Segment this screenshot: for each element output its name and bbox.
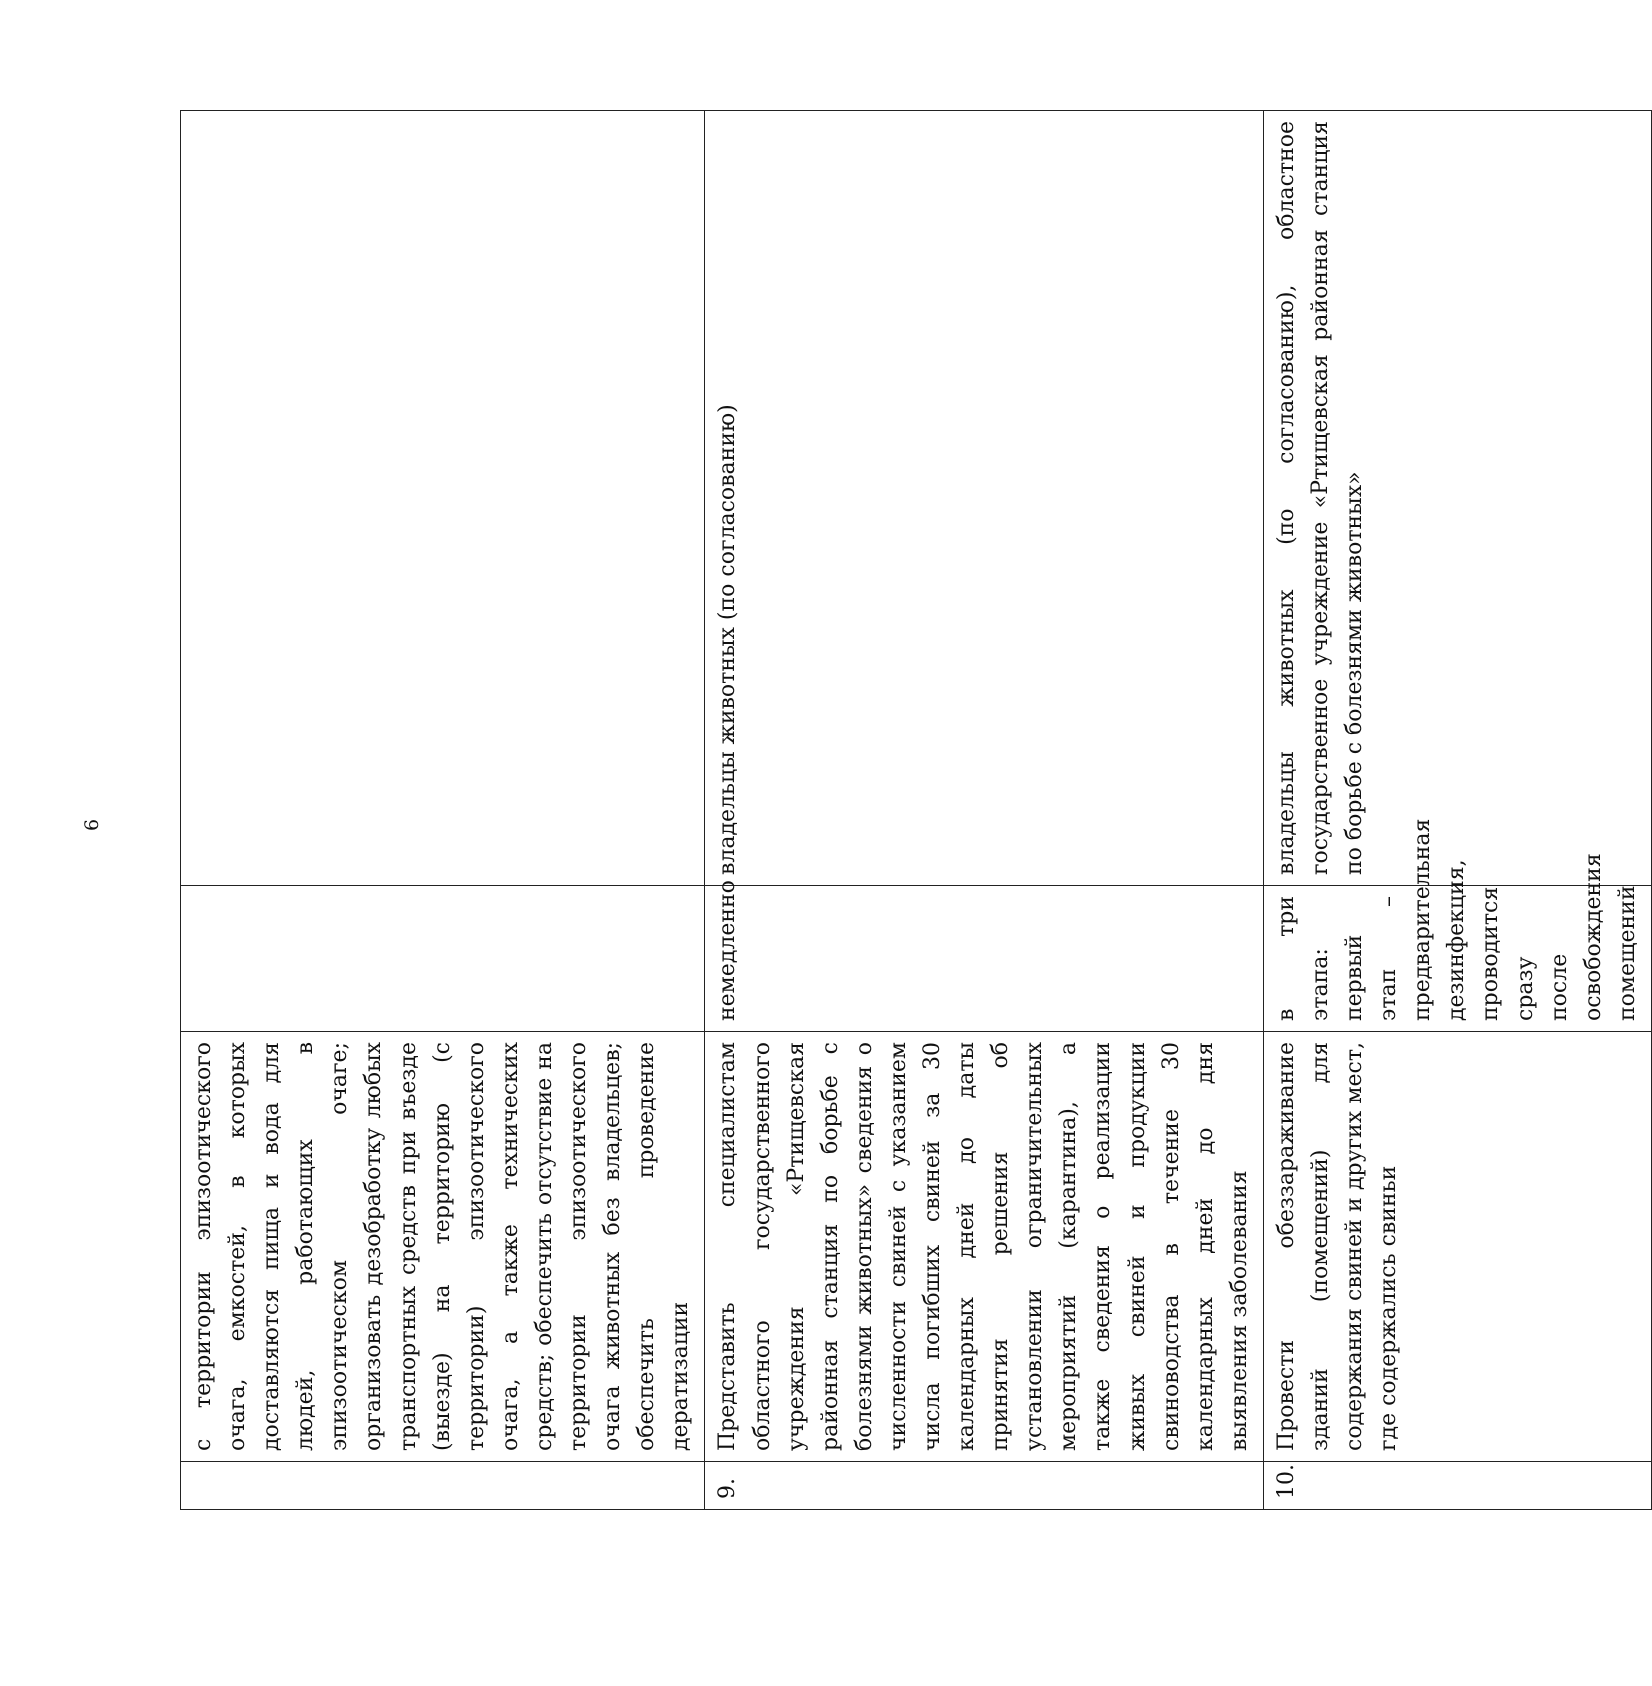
measures-table bbox=[180, 110, 1652, 1510]
responsible-cell bbox=[181, 111, 705, 886]
table-row bbox=[1263, 111, 1651, 1510]
action-cell: Представить специалистам областного государственного учреждения «Ртищевская районная станция по борьбе с болезнями животных» сведения о численности свиней с указанием числа погибших свиней за 30 календарных дней до даты принятия решения об установлении ограничительных мероприятий (карантина), а также сведения о реализации живых свиней и продукции свиноводства в течение 30 календарных дней до дня выявления заболевания bbox=[705, 1032, 1264, 1462]
row-number bbox=[181, 1462, 705, 1510]
table-row bbox=[705, 111, 1264, 1510]
responsible-cell: владельцы животных (по согласованию) bbox=[705, 111, 1264, 886]
table-row bbox=[181, 111, 705, 1510]
action-cell: Провести обеззараживание зданий (помещений) для содержания свиней и других мест, где содержались свиньи bbox=[1263, 1032, 1651, 1462]
page-number: 6 bbox=[81, 818, 104, 832]
rotated-table-container bbox=[180, 110, 1640, 1510]
row-number: 9. bbox=[705, 1462, 1264, 1510]
rotated-page bbox=[180, 110, 1640, 1510]
action-cell: с территории эпизоотического очага, емкостей, в которых доставляются пища и вода для людей, работающих в эпизоотическом очаге; организовать дезобработку любых транспортных средств при въезде (выезде) на территорию (с территории) эпизоотического очага, а также технических средств; обеспечить отсутствие на территории эпизоотического очага животных без владельцев; обеспечить проведение дератизации bbox=[181, 1032, 705, 1462]
term-cell: немедленно bbox=[705, 886, 1264, 1032]
term-cell: в три этапа: первый этап – предварительная дезинфекция, проводится сразу после освобождения помещений bbox=[1263, 886, 1651, 1032]
responsible-cell: владельцы животных (по согласованию), областное государственное учреждение «Ртищевская районная станция по борьбе с болезнями животных» bbox=[1263, 111, 1651, 886]
term-cell bbox=[181, 886, 705, 1032]
row-number: 10. bbox=[1263, 1462, 1651, 1510]
